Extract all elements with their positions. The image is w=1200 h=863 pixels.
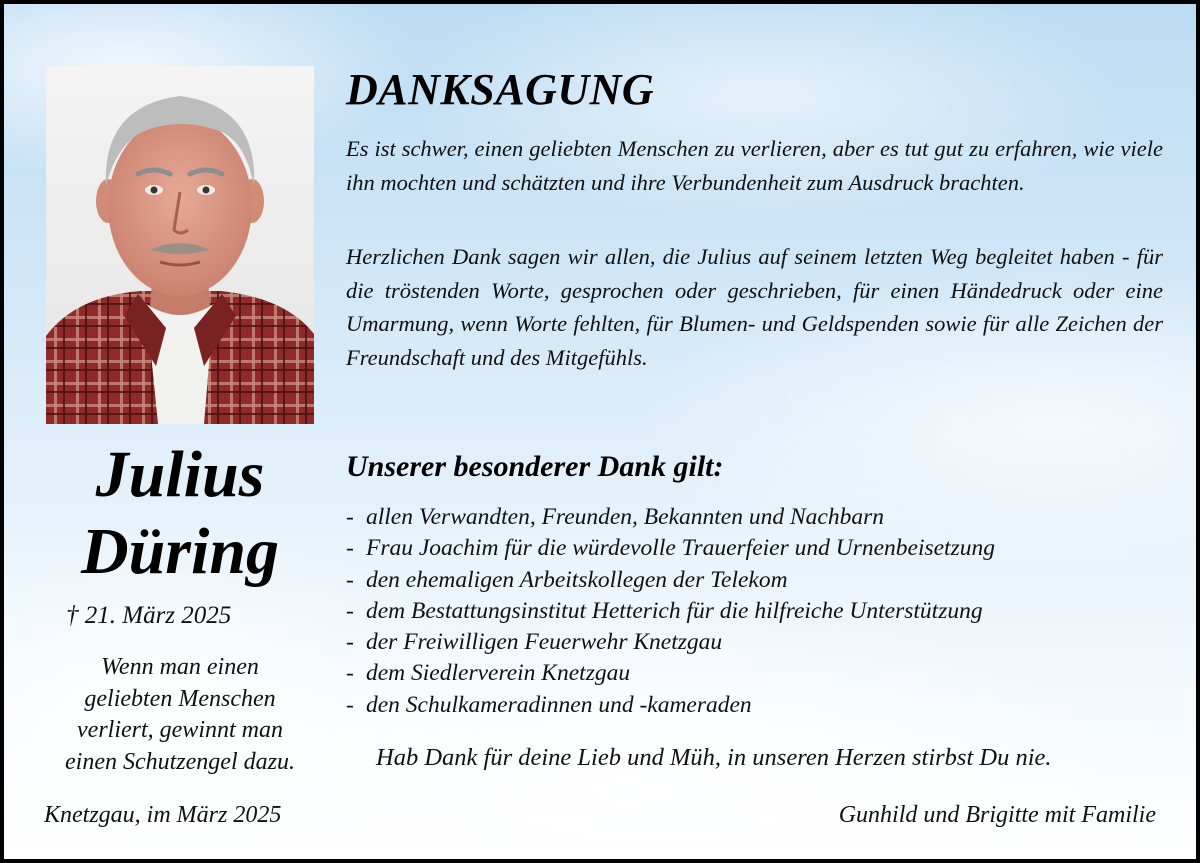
thanks-paragraph: Herzlichen Dank sagen wir allen, die Julius auf seinem letzten Weg begleitet haben - für die tröstenden Worte, gesprochen oder geschrieben, für einen Händedruck oder eine Umarmung, wenn Worte fehlten, für Blumen- und Geldspenden sowie für alle Zeichen der Freundschaft und des Mitgefühls. xyxy=(346,244,1163,370)
signature: Gunhild und Brigitte mit Familie xyxy=(838,802,1156,828)
quote-line: verliert, gewinnt man xyxy=(77,717,283,743)
death-date: † 21. März 2025 xyxy=(66,602,232,629)
first-name: Julius xyxy=(95,438,265,511)
special-thanks-heading: Unserer besonderer Dank gilt: xyxy=(346,450,724,483)
quote-line: einen Schutzengel dazu. xyxy=(65,748,295,775)
list-item xyxy=(346,502,995,533)
intro-paragraph: Es ist schwer, einen geliebten Menschen zu verlieren, aber es tut gut zu erfahren, wie viele ihn mochten und schätzten und ihre Verbundenheit zum Ausdruck brachten. xyxy=(346,136,1163,195)
list-marker: - xyxy=(346,660,354,687)
list-item xyxy=(346,565,995,596)
list-marker: - xyxy=(346,629,354,656)
thanks-list xyxy=(346,502,995,721)
quote-line: geliebten Menschen xyxy=(84,685,276,712)
list-marker: - xyxy=(346,535,354,562)
list-item-text: der Freiwilligen Feuerwehr Knetzgau xyxy=(366,629,723,656)
memorial-quote xyxy=(34,652,326,778)
list-item xyxy=(346,658,995,689)
page-title: DANKSAGUNG xyxy=(346,65,655,114)
list-item-text: allen Verwandten, Freunden, Bekannten und Nachbarn xyxy=(366,504,884,530)
place-and-date: Knetzgau, im März 2025 xyxy=(44,802,282,828)
list-item xyxy=(346,596,995,627)
list-item-text: den ehemaligen Arbeitskollegen der Telekom xyxy=(366,566,788,593)
list-item-text: dem Bestattungsinstitut Hetterich für die hilfreiche Unterstützung xyxy=(366,597,983,624)
last-name: Düring xyxy=(80,515,280,588)
quote-line: Wenn man einen xyxy=(101,654,259,680)
list-marker: - xyxy=(346,504,354,530)
closing-line: Hab Dank für deine Lieb und Müh, in unseren Herzen stirbst Du nie. xyxy=(376,744,1052,771)
list-marker: - xyxy=(346,597,354,624)
portrait-photo xyxy=(46,66,314,424)
list-marker: - xyxy=(346,691,354,718)
list-item-text: den Schulkameradinnen und -kameraden xyxy=(366,691,752,718)
list-marker: - xyxy=(346,566,354,593)
list-item xyxy=(346,690,995,721)
list-item xyxy=(346,627,995,658)
list-item xyxy=(346,533,995,564)
list-item-text: Frau Joachim für die würdevolle Trauerfeier und Urnenbeisetzung xyxy=(366,535,995,562)
list-item-text: dem Siedlerverein Knetzgau xyxy=(366,660,631,687)
